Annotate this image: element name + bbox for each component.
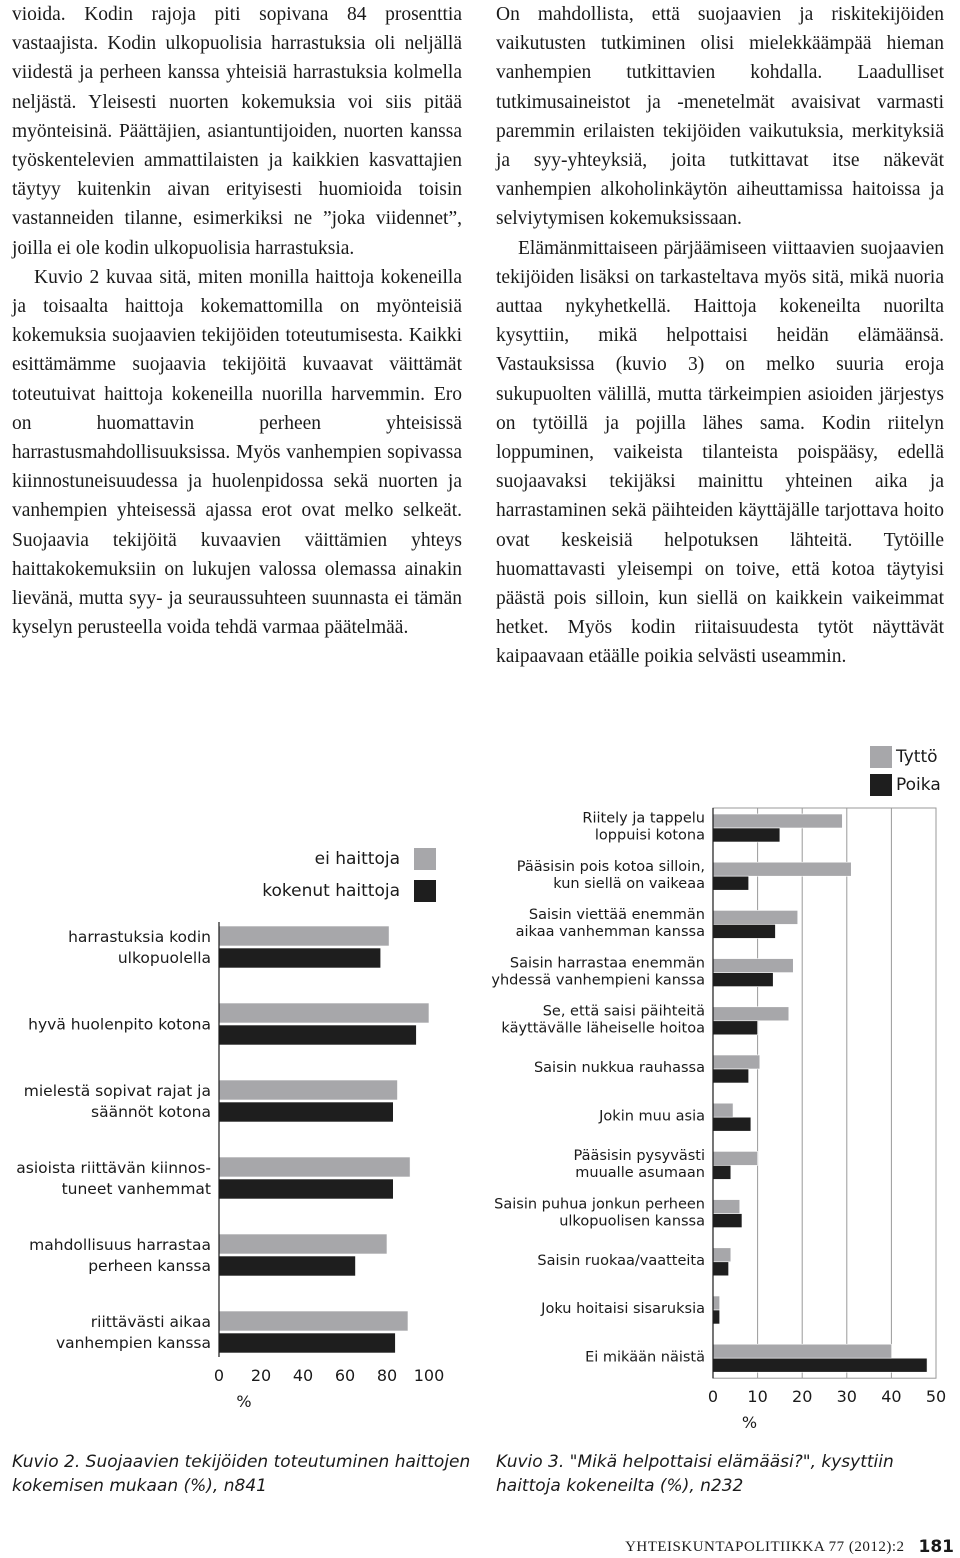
bar-dark <box>219 1179 393 1199</box>
legend-label: Tyttö <box>896 747 938 767</box>
bar-light <box>713 814 842 828</box>
paragraph: Kuvio 2 kuvaa sitä, miten monilla haittoja kokeneilla ja toisaalta haittoja kokemattomilla on myönteisiä kokemuksia suojaavien tekijöiden toteutumisesta. Kaikki esittämämme suojaavia tekijöitä kuvaavat väittämät toteutuivat haittoja kokeneilla nuorilla harvemmin. Ero on huomattavin perheen yhteisissä harrastusmahdollisuuksissa. Myös vanhempien sopivassa kiinnostuneisuudessa ja huolenpidossa sekä nuorten ja vanhempien yhteisessä ajassa erot ovat melko selkeät. Suojaavia tekijöitä kuvaavien väittämien yhteys haittakokemuksiin on lukujen valossa olemassa ainakin lievänä, mutta syy- ja seuraussuhteen suunnasta ei tämän kyselyn perusteella voida tehdä varmaa päätelmää. <box>12 266 462 639</box>
legend-swatch <box>414 848 436 870</box>
bar-dark <box>713 1069 749 1083</box>
legend-label: kokenut haittoja <box>262 881 400 901</box>
bar-light <box>219 1080 398 1100</box>
bar-dark <box>219 1102 393 1122</box>
text-column-left <box>12 0 462 642</box>
category-label: harrastuksia kodin <box>68 928 211 947</box>
plot-frame <box>713 808 936 1378</box>
category-label: Saisin nukkua rauhassa <box>533 1060 705 1077</box>
category-label: perheen kanssa <box>88 1257 211 1276</box>
tick-label: 20 <box>250 1366 272 1385</box>
category-label: tuneet vanhemmat <box>61 1180 211 1199</box>
bar-dark <box>219 1256 356 1276</box>
category-label: vanhempien kanssa <box>55 1334 211 1353</box>
tick-label: 100 <box>413 1366 445 1385</box>
bar-light <box>713 1248 731 1262</box>
bar-light <box>713 1151 758 1165</box>
category-label: ulkopuolisen kanssa <box>559 1213 705 1230</box>
bar-light <box>713 1344 891 1358</box>
legend-swatch <box>870 774 892 796</box>
bar-dark <box>219 1333 395 1353</box>
paragraph: Elämänmittaiseen pärjäämiseen viittaavien suojaavien tekijöiden lisäksi on tarkasteltava myös sitä, mikä nuoria auttaa nykyhetkellä. Haittoja kokeneilta nuorilta kysyttiin, mikä helpottaisi heidän elämäänsä. Vastauksissa (kuvio 3) on melko suuria eroja sukupuolten välillä, mutta tärkeimpien asioiden järjestys on tytöillä ja pojilla lähes sama. Kodin riitelyn loppuminen, vaikeista tilanteista poispääsy, edellä suojaavaksi tekijäksi mainittu yhteinen aika ja harrastaminen sekä päihteiden käyttäjälle tarjottava hoito ovat keskeisiä helpotuksen lähteitä. Tytöille huomattavasti yleisempi on toive, että kotoa täytyisi päästä pois silloin, kun siellä on kaikkein vaikeimmat hetket. Myös kodin riitaisuudesta tytöt näyttävät kaipaavaan etäälle poikia selvästi useammin. <box>496 237 944 668</box>
category-label: muualle asumaan <box>575 1165 705 1182</box>
page-number: 181 <box>918 1537 954 1557</box>
bar-dark <box>713 828 780 842</box>
category-label: asioista riittävän kiinnos- <box>16 1159 211 1178</box>
figure-3-caption: Kuvio 3. "Mikä helpottaisi elämääsi?", kysyttiin haittoja kokeneilta (%), n232 <box>496 1452 894 1496</box>
category-label: aikaa vanhemman kanssa <box>515 924 705 941</box>
paragraph: vioida. Kodin rajoja piti sopivana 84 prosenttia vastaajista. Kodin ulkopuolisia harrastuksia oli neljällä viidestä ja perheen kanssa yhteisiä harrastuksia kolmella neljästä. Yleisesti nuorten kokemuksia voi siis pitää myönteisinä. Päättäjien, asiantuntijoiden, nuorten kanssa työskentelevien ammattilaisten ja kaikkien kasvattajien täytyy kuitenkin aivan erityisesti huomioida toisin vastanneiden tilanne, esimerkiksi ne ”joka viidennet”, joilla ei ole kodin ulkopuolisia harrastuksia. <box>12 4 462 259</box>
tick-label: 30 <box>836 1387 857 1407</box>
bar-light <box>713 910 798 924</box>
category-label: riittävästi aikaa <box>90 1313 211 1332</box>
bar-dark <box>219 948 381 968</box>
category-label: hyvä huolenpito kotona <box>28 1015 211 1034</box>
category-label: loppuisi kotona <box>594 827 705 844</box>
tick-label: 0 <box>707 1387 719 1407</box>
category-label: Joku hoitaisi sisaruksia <box>541 1301 705 1318</box>
tick-label: 40 <box>881 1387 902 1407</box>
category-label: Jokin muu asia <box>599 1108 705 1125</box>
figure-2-chart <box>0 830 480 1430</box>
category-label: Pääsisin pois kotoa silloin, <box>516 858 705 875</box>
category-label: ulkopuolella <box>117 949 211 968</box>
bar-light <box>219 1157 410 1177</box>
bar-light <box>219 1003 429 1023</box>
bar-dark <box>713 1021 758 1035</box>
bar-dark <box>713 1358 927 1372</box>
bar-dark <box>713 1310 720 1324</box>
bar-light <box>713 1200 740 1214</box>
bar-dark <box>713 1262 729 1276</box>
legend-swatch <box>870 746 892 768</box>
bar-light <box>219 1234 387 1254</box>
bar-dark <box>219 1025 416 1045</box>
category-label: käyttävälle läheiselle hoitoa <box>501 1020 705 1037</box>
bar-dark <box>713 1165 731 1179</box>
category-label: yhdessä vanhempieni kanssa <box>491 972 705 989</box>
bar-light <box>219 1311 408 1331</box>
category-label: Riitely ja tappelu <box>582 810 705 827</box>
text-column-right <box>496 0 944 672</box>
category-label: Pääsisin pysyvästi <box>573 1148 705 1165</box>
tick-label: 40 <box>292 1366 314 1385</box>
axis-unit-label: % <box>236 1392 252 1411</box>
legend-label: Poika <box>896 775 941 795</box>
category-label: mahdollisuus harrastaa <box>29 1236 211 1255</box>
tick-label: 20 <box>792 1387 813 1407</box>
category-label: mielestä sopivat rajat ja <box>23 1082 211 1101</box>
figure-2-caption: Kuvio 2. Suojaavien tekijöiden toteutuminen haittojen kokemisen mukaan (%), n841 <box>12 1452 471 1496</box>
paragraph: On mahdollista, että suojaavien ja riskitekijöiden vaikutusten tutkiminen olisi mielekkäämpää hieman vanhempien tutkittavien kohdalla. Laadulliset tutkimusaineistot ja -menetelmät avaisivat varmasti paremmin erilaisten tekijöiden vaikutuksia, merkityksiä ja syy-yhteyksiä, joita tutkittavat itse näkevät vanhempien alkoholinkäytön aiheuttamissa haitoissa ja selviytymisen kokemuksissaan. <box>496 4 944 230</box>
bar-light <box>713 1007 789 1021</box>
category-label: Saisin viettää enemmän <box>528 907 705 924</box>
category-label: kun siellä on vaikeaa <box>553 875 705 892</box>
legend-swatch <box>414 880 436 902</box>
tick-label: 60 <box>334 1366 356 1385</box>
bar-dark <box>713 1117 751 1131</box>
tick-label: 10 <box>747 1387 768 1407</box>
bar-dark <box>713 876 749 890</box>
bar-light <box>219 926 389 946</box>
category-label: Ei mikään näistä <box>585 1349 705 1366</box>
bar-light <box>713 959 793 973</box>
bar-light <box>713 1296 720 1310</box>
page-footer <box>625 1536 954 1558</box>
bar-dark <box>713 924 775 938</box>
bar-dark <box>713 973 773 987</box>
category-label: Saisin ruokaa/vaatteita <box>537 1253 705 1270</box>
tick-label: 50 <box>925 1387 947 1407</box>
axis-unit-label: % <box>741 1413 758 1433</box>
legend-label: ei haittoja <box>314 849 400 869</box>
category-label: Saisin puhua jonkun perheen <box>494 1196 705 1213</box>
category-label: säännöt kotona <box>91 1103 211 1122</box>
bar-dark <box>713 1214 742 1228</box>
tick-label: 0 <box>213 1366 225 1385</box>
bar-light <box>713 862 851 876</box>
tick-label: 80 <box>376 1366 398 1385</box>
bar-light <box>713 1103 733 1117</box>
journal-name: YHTEISKUNTAPOLITIIKKA 77 (2012):2 <box>625 1538 905 1555</box>
bar-light <box>713 1055 760 1069</box>
category-label: Saisin harrastaa enemmän <box>509 955 705 972</box>
category-label: Se, että saisi päihteitä <box>542 1003 705 1020</box>
figure-3-chart <box>470 740 960 1433</box>
